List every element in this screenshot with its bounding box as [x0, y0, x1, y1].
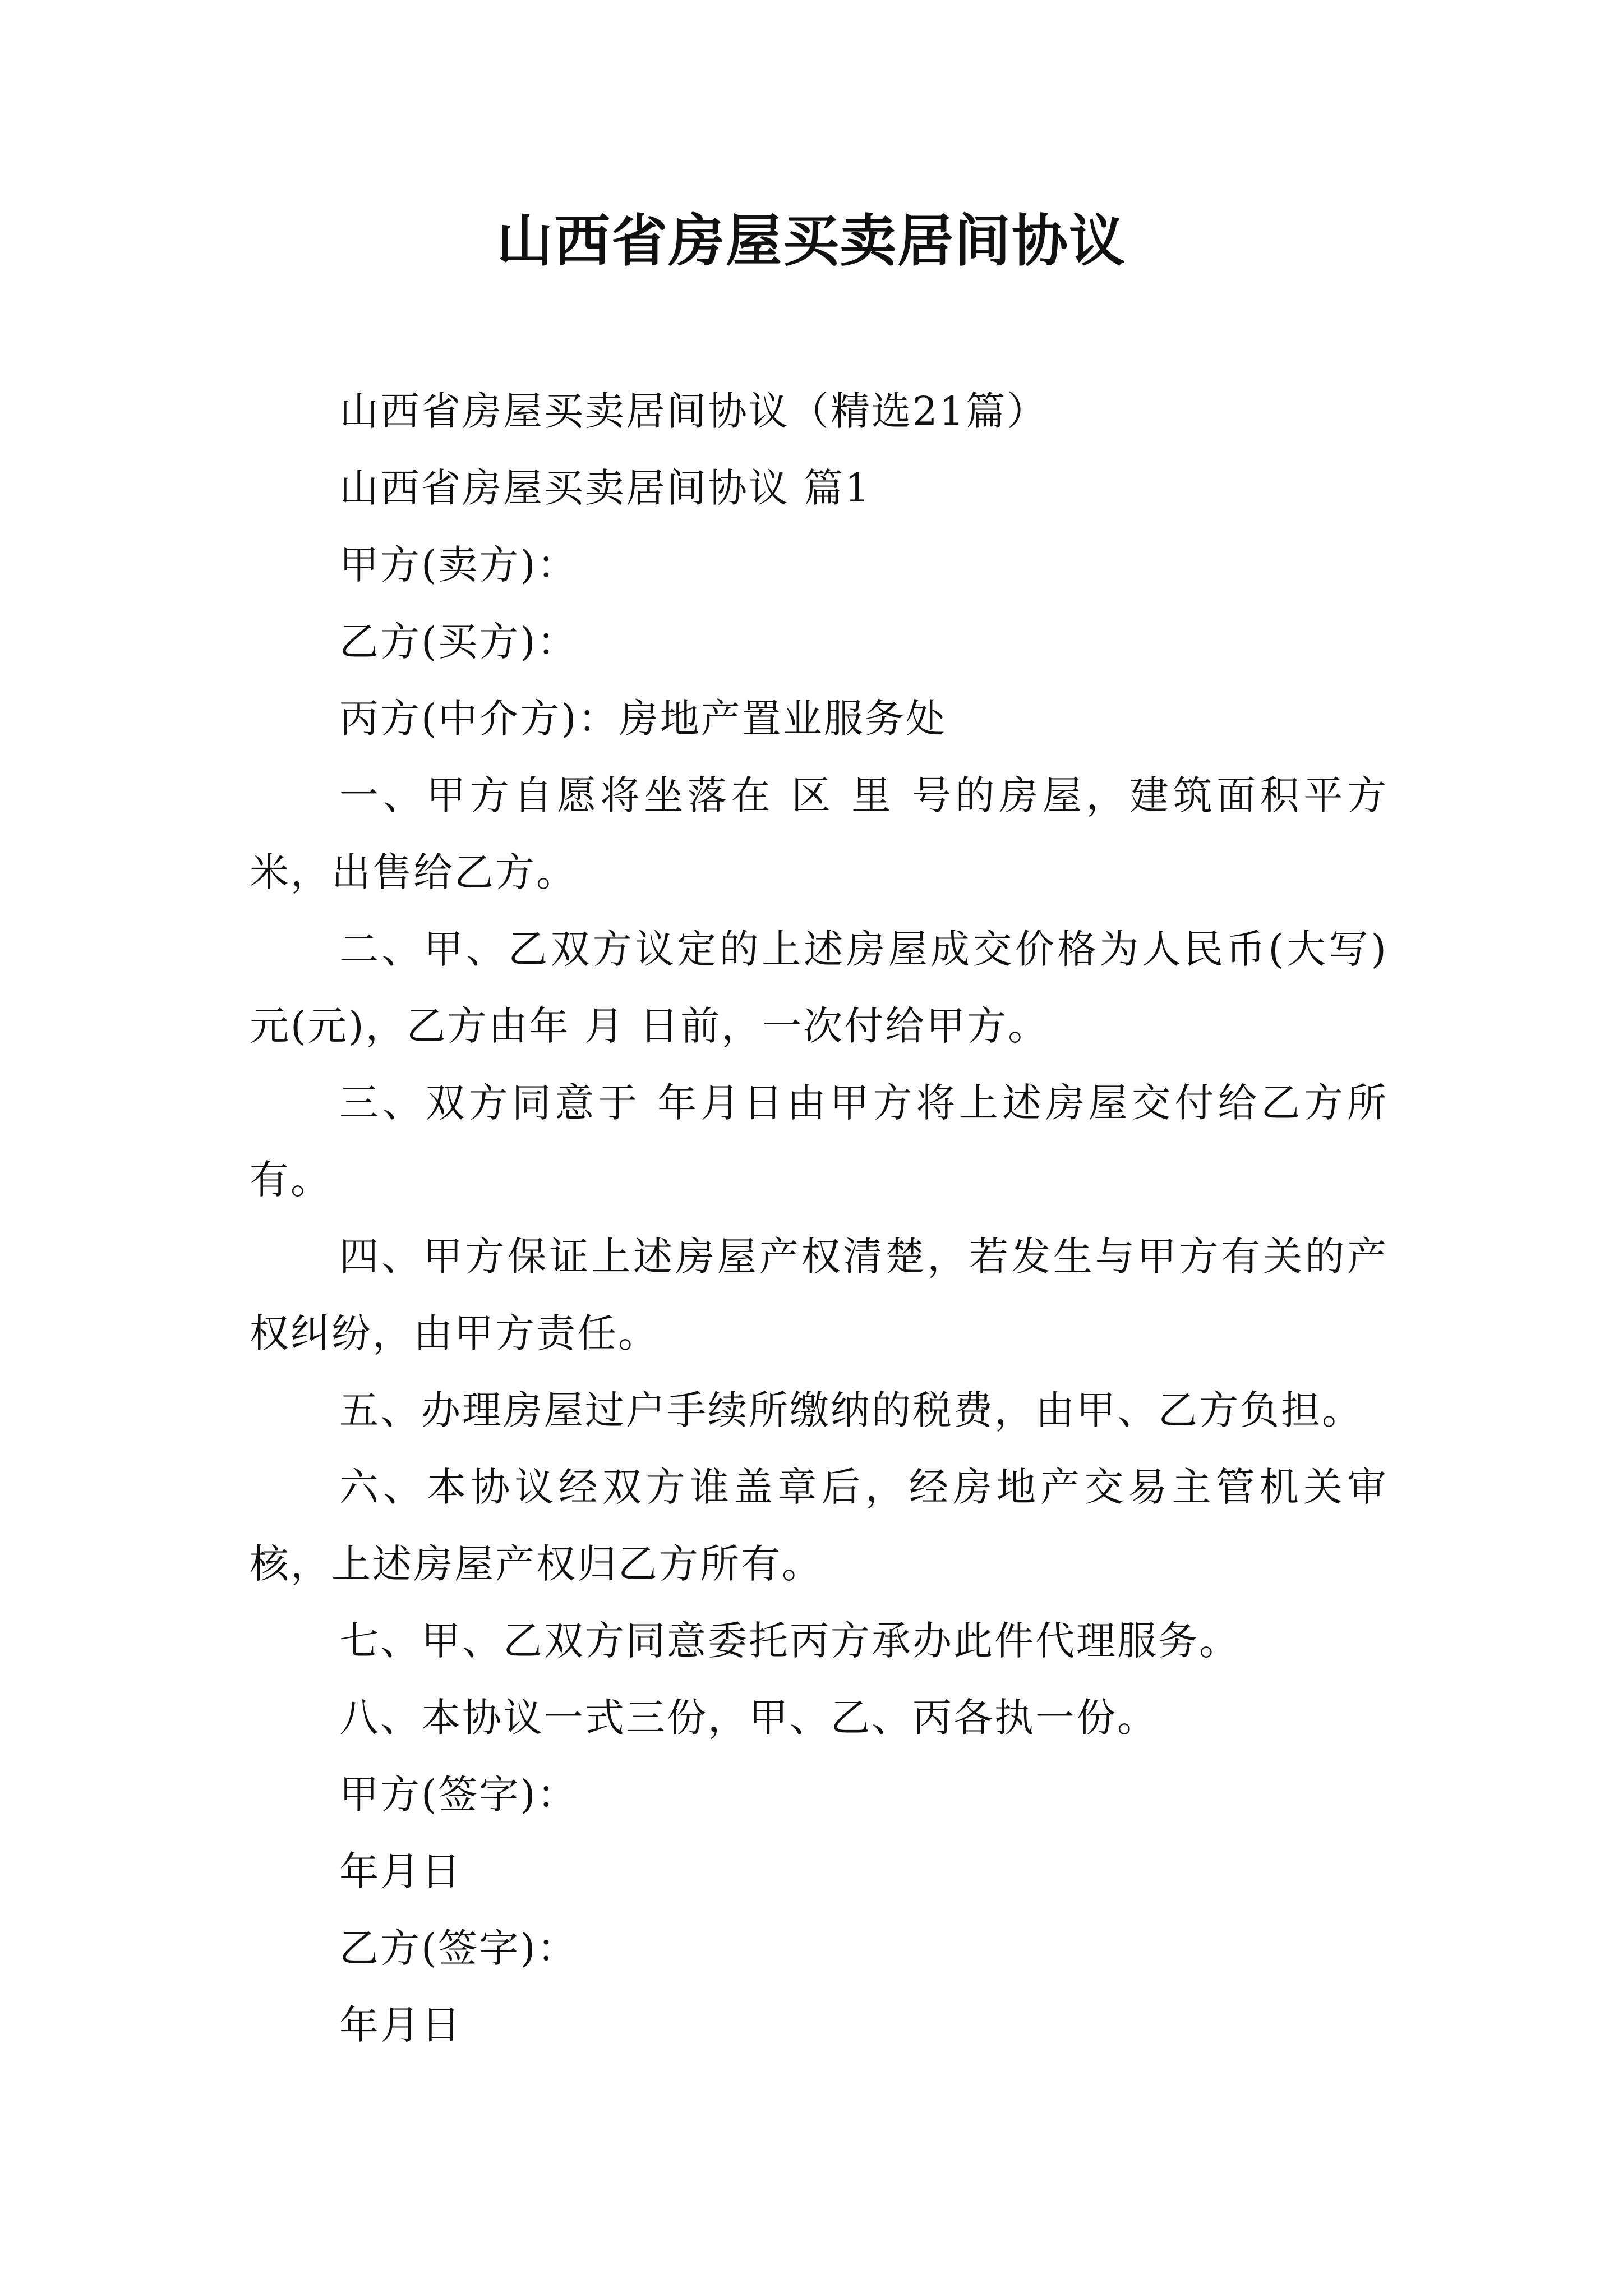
paragraph-signature-party-a: 甲方(签字)：	[339, 1772, 578, 1818]
paragraph-clause-1: 一、甲方自愿将坐落在 区 里 号的房屋，建筑面积平方米，出售给乙方。	[250, 772, 1388, 895]
document-body	[250, 373, 1388, 2064]
paragraph-clause-8: 八、本协议一式三份，甲、乙、丙各执一份。	[339, 1695, 1158, 1741]
paragraph-clause-3: 三、双方同意于 年月日由甲方将上述房屋交付给乙方所有。	[250, 1080, 1388, 1203]
paragraph-signature-party-b: 乙方(签字)：	[339, 1925, 578, 1971]
paragraph-section-heading: 山西省房屋买卖居间协议 篇1	[339, 465, 872, 511]
paragraph-clause-4: 四、甲方保证上述房屋产权清楚，若发生与甲方有关的产权纠纷，由甲方责任。	[250, 1234, 1388, 1356]
paragraph-party-a: 甲方(卖方)：	[339, 542, 578, 588]
paragraph-clause-6: 六、本协议经双方谁盖章后，经房地产交易主管机关审核，上述房屋产权归乙方所有。	[250, 1464, 1388, 1587]
paragraph-subtitle: 山西省房屋买卖居间协议（精选21篇）	[339, 388, 1048, 434]
paragraph-party-b: 乙方(买方)：	[339, 619, 578, 665]
paragraph-date-party-a: 年月日	[339, 1848, 462, 1894]
paragraph-date-party-b: 年月日	[339, 2002, 462, 2048]
paragraph-clause-7: 七、甲、乙双方同意委托丙方承办此件代理服务。	[339, 1618, 1240, 1664]
paragraph-party-c: 丙方(中介方)：房地产置业服务处	[339, 696, 947, 742]
paragraph-clause-5: 五、办理房屋过户手续所缴纳的税费，由甲、乙方负担。	[339, 1387, 1363, 1433]
paragraph-clause-2: 二、甲、乙双方议定的上述房屋成交价格为人民币(大写)元(元)，乙方由年 月 日前，一次付给甲方。	[250, 926, 1388, 1049]
document-title: 山西省房屋买卖居间协议	[497, 208, 1126, 274]
